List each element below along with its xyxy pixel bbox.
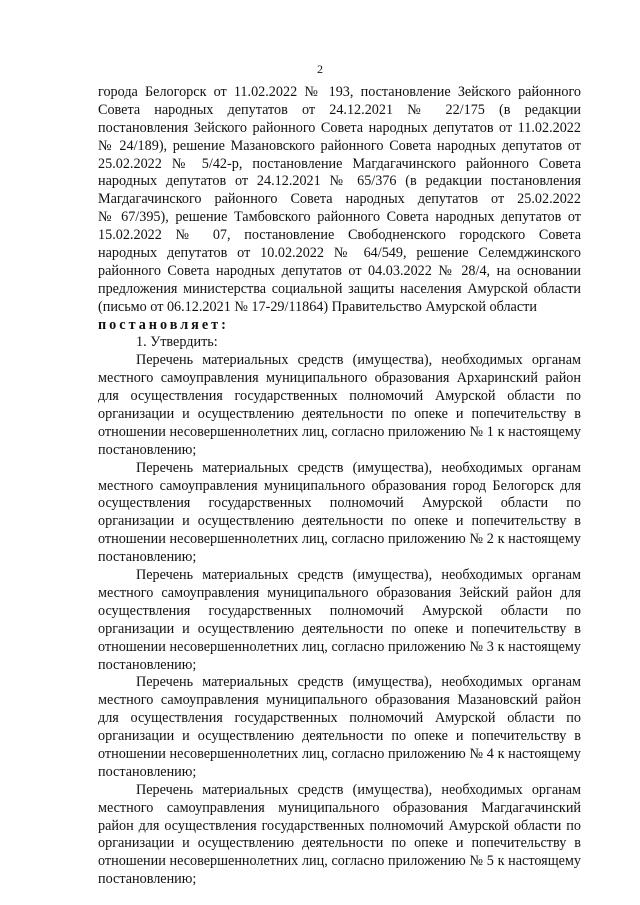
text-line: 25.02.2022 № 5/42-р, постановление Магдагачинского районного Совета xyxy=(98,155,581,172)
text-line: район для осуществления государственных полномочий Амурской области по xyxy=(98,817,581,834)
text-line: постановлению; xyxy=(98,656,197,673)
text-line: № 67/395), решение Тамбовского районного Совета народных депутатов от xyxy=(98,209,581,226)
text-line: № 24/189), решение Мазановского районного Совета народных депутатов от xyxy=(98,137,581,154)
text-line: Перечень материальных средств (имущества), необходимых органам xyxy=(136,352,581,369)
resolution-keyword: постановляет: xyxy=(98,316,229,333)
text-line: местного самоуправления муниципального образования Зейский район для xyxy=(98,584,581,601)
text-line: постановлению; xyxy=(98,763,197,780)
text-line: местного самоуправления муниципального образования Мазановский район xyxy=(98,692,581,709)
text-line: постановлению; xyxy=(98,441,197,458)
text-line: 1. Утвердить: xyxy=(136,334,218,351)
text-line: отношении несовершеннолетних лиц, согласно приложению № 2 к настоящему xyxy=(98,531,581,548)
text-line: организации и осуществлению деятельности по опеке и попечительству в xyxy=(98,620,581,637)
text-line: организации и осуществлению деятельности по опеке и попечительству в xyxy=(98,406,581,423)
text-line: города Белогорск от 11.02.2022 № 193, постановление Зейского районного xyxy=(98,84,581,100)
text-line: отношении несовершеннолетних лиц, согласно приложению № 5 к настоящему xyxy=(98,853,581,870)
text-line: Совета народных депутатов от 24.12.2021 № 22/175 (в редакции xyxy=(98,101,581,118)
text-line: местного самоуправления муниципального образования Архаринский район xyxy=(98,370,581,387)
text-line: местного самоуправления муниципального образования Магдагачинский xyxy=(98,799,581,816)
text-line: Магдагачинского районного Совета народных депутатов от 25.02.2022 xyxy=(98,191,581,208)
text-line: осуществления государственных полномочий Амурской области по xyxy=(98,495,581,512)
text-line: Перечень материальных средств (имущества), необходимых органам xyxy=(136,459,581,476)
text-line: Перечень материальных средств (имущества), необходимых органам xyxy=(136,567,581,584)
text-line: районного Совета народных депутатов от 04.03.2022 № 28/4, на основании xyxy=(98,262,581,279)
text-line: постановлению; xyxy=(98,871,197,888)
text-line: Перечень материальных средств (имущества), необходимых органам xyxy=(136,674,581,691)
text-line: (письмо от 06.12.2021 № 17-29/11864) Правительство Амурской области xyxy=(98,298,537,315)
text-line: 15.02.2022 № 07, постановление Свободненского городского Совета xyxy=(98,227,581,244)
text-line: Перечень материальных средств (имущества), необходимых органам xyxy=(136,781,581,798)
text-line: отношении несовершеннолетних лиц, согласно приложению № 1 к настоящему xyxy=(98,423,581,440)
text-line: местного самоуправления муниципального образования город Белогорск для xyxy=(98,477,581,494)
text-line: народных депутатов от 10.02.2022 № 64/549, решение Селемджинского xyxy=(98,245,581,262)
document-body xyxy=(98,84,581,889)
text-line: отношении несовершеннолетних лиц, согласно приложению № 4 к настоящему xyxy=(98,745,581,762)
text-line: для осуществления государственных полномочий Амурской области по xyxy=(98,388,581,405)
text-line: постановления Зейского районного Совета народных депутатов от 11.02.2022 xyxy=(98,119,581,136)
text-line: организации и осуществлению деятельности по опеке и попечительству в xyxy=(98,835,581,852)
text-line: осуществления государственных полномочий Амурской области по xyxy=(98,602,581,619)
text-line: народных депутатов от 24.12.2021 № 65/376 (в редакции постановления xyxy=(98,173,581,190)
text-line: постановлению; xyxy=(98,549,197,566)
text-line: организации и осуществлению деятельности по опеке и попечительству в xyxy=(98,728,581,745)
text-line: предложения министерства социальной защиты населения Амурской области xyxy=(98,280,581,297)
text-line: отношении несовершеннолетних лиц, согласно приложению № 3 к настоящему xyxy=(98,638,581,655)
text-line: для осуществления государственных полномочий Амурской области по xyxy=(98,710,581,727)
page-number: 2 xyxy=(317,62,323,76)
text-line: организации и осуществлению деятельности по опеке и попечительству в xyxy=(98,513,581,530)
